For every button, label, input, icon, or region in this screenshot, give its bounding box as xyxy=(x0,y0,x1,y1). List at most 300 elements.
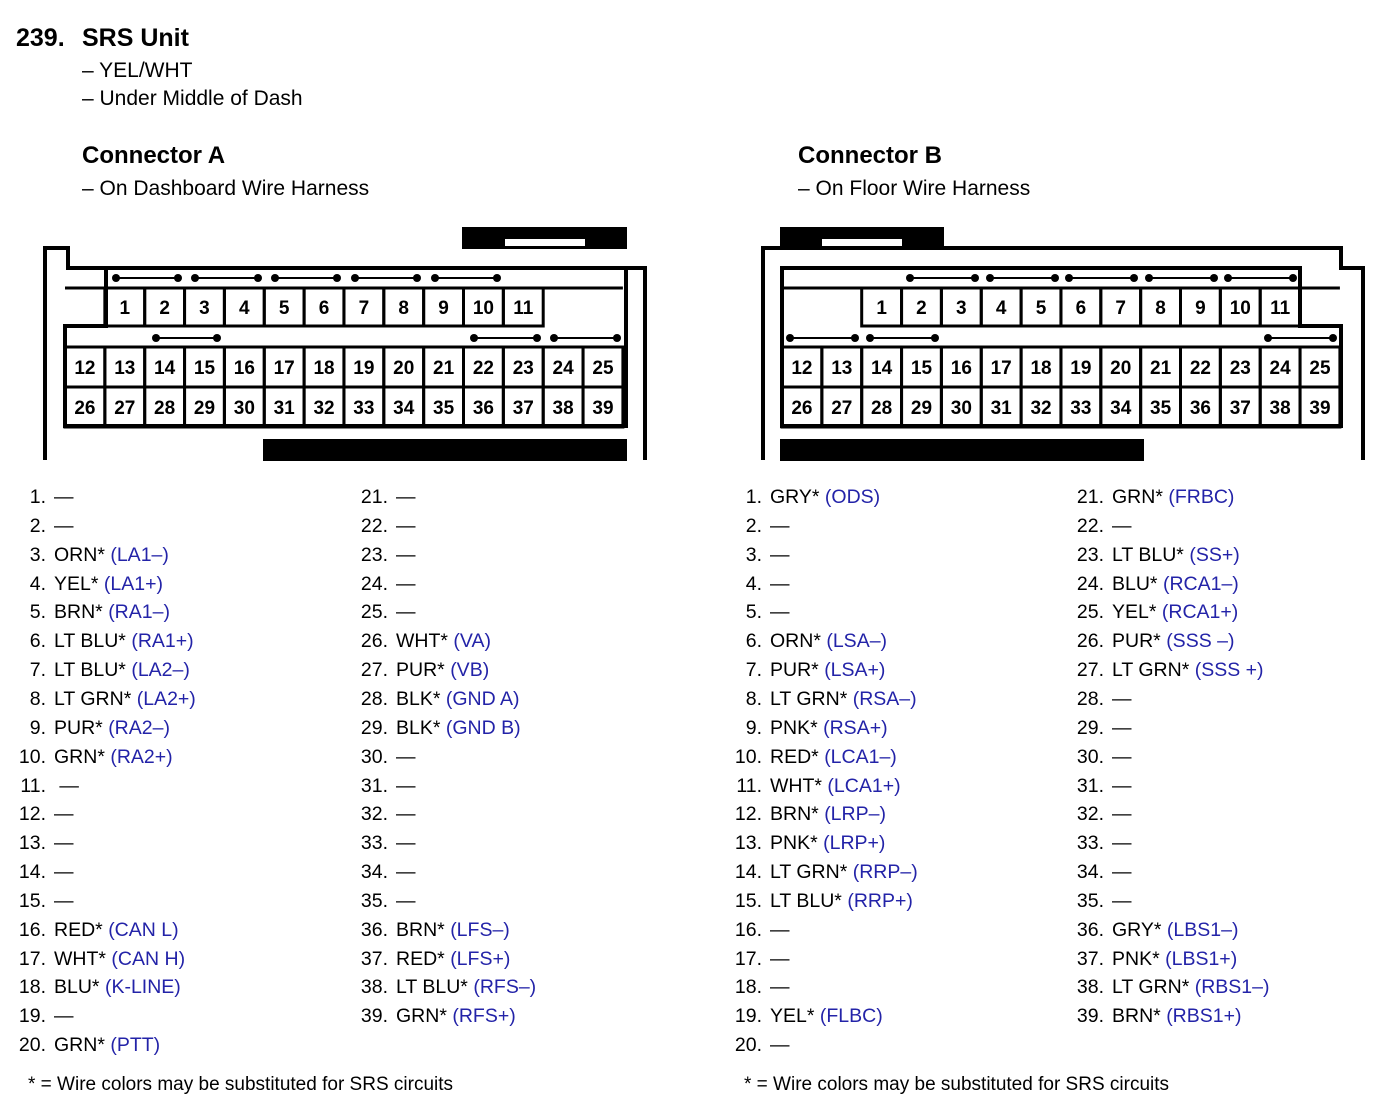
connector-a-pin-row xyxy=(350,916,510,944)
circuit-label: (LA2+) xyxy=(136,687,196,710)
pin-number: 15. xyxy=(18,889,46,912)
connector-a-pin-row xyxy=(350,570,416,598)
connector-a-pin-row xyxy=(350,800,416,828)
pin-number: 33. xyxy=(360,832,388,855)
pin-number: 25. xyxy=(1076,601,1104,624)
connector-b-cavity-15: 15 xyxy=(910,358,933,379)
connector-a-cavity-38: 38 xyxy=(552,398,574,419)
connector-a-pin-row xyxy=(8,743,173,771)
connector-b-cavity-29: 29 xyxy=(910,398,933,419)
pin-number: 19. xyxy=(18,1005,46,1028)
pin-number: 36. xyxy=(1076,918,1104,941)
circuit-label: (LCA1+) xyxy=(827,774,901,797)
pin-number: 31. xyxy=(1076,774,1104,797)
connector-a-cavity-21: 21 xyxy=(433,358,455,379)
pin-number: 11. xyxy=(736,774,762,797)
wire-color: LT GRN* xyxy=(770,687,848,710)
circuit-label: (RA2–) xyxy=(108,716,170,739)
wire-color: LT BLU* xyxy=(54,659,126,682)
connector-b-pin-row xyxy=(724,800,886,828)
connector-b-pin-row xyxy=(724,916,790,944)
connector-b-pin-row xyxy=(724,714,888,742)
connector-b-cavity-23: 23 xyxy=(1229,358,1251,379)
connector-a-cavity-23: 23 xyxy=(512,358,534,379)
pin-number: 12. xyxy=(734,803,762,826)
wire-color: — xyxy=(54,889,74,912)
connector-b-pin-row xyxy=(724,570,790,598)
wire-color: — xyxy=(396,543,416,566)
connector-a-diagram xyxy=(40,222,652,464)
connector-a-cavity-25: 25 xyxy=(592,358,614,379)
pin-number: 7. xyxy=(745,659,762,682)
wire-color: WHT* xyxy=(54,947,106,970)
pin-number: 6. xyxy=(745,630,762,653)
wire-color: — xyxy=(1112,514,1132,537)
pin-number: 38. xyxy=(360,976,388,999)
circuit-label: (RA1+) xyxy=(131,630,194,653)
connector-b-cavity-35: 35 xyxy=(1150,398,1172,419)
connector-b-pin-row xyxy=(1066,743,1132,771)
connector-a-pin-row xyxy=(350,483,416,511)
pin-number: 21. xyxy=(360,486,388,508)
wire-color: BRN* xyxy=(54,601,103,624)
connector-b-pin-row xyxy=(1066,973,1270,1001)
connector-b-pin-row xyxy=(1066,541,1240,569)
connector-a-cavity-4: 4 xyxy=(239,298,250,319)
connector-a-cavity-32: 32 xyxy=(313,398,335,419)
circuit-label: (LBS1–) xyxy=(1166,918,1239,941)
pin-number: 39. xyxy=(360,1005,388,1028)
circuit-label: (GND A) xyxy=(445,687,520,710)
pin-number: 9. xyxy=(29,716,46,739)
pin-number: 27. xyxy=(360,659,388,682)
connector-b-pin-row xyxy=(1066,1002,1242,1030)
pin-number: 4. xyxy=(745,572,762,595)
pin-number: 10. xyxy=(18,745,46,768)
connector-a-pin-row xyxy=(8,1031,160,1059)
connector-b-cavity-34: 34 xyxy=(1110,398,1132,419)
connector-a-pin-row xyxy=(350,598,416,626)
connector-a-pin-row xyxy=(350,685,520,713)
wire-color: BRN* xyxy=(770,803,819,826)
wire-color: — xyxy=(770,514,790,537)
connector-a-pin-row xyxy=(8,483,74,511)
wire-color: — xyxy=(770,1034,790,1057)
connector-b-cavity-28: 28 xyxy=(871,398,893,419)
connector-a-pin-row xyxy=(350,541,416,569)
connector-b-pin-row xyxy=(724,541,790,569)
connector-a-cavity-6: 6 xyxy=(318,298,330,319)
connector-b-pin-row xyxy=(724,656,885,684)
wire-color: — xyxy=(1112,889,1132,912)
connector-a-cavity-5: 5 xyxy=(278,298,290,319)
connector-b-pin-row xyxy=(724,598,790,626)
pin-number: 35. xyxy=(360,889,388,912)
connector-a-cavity-30: 30 xyxy=(233,398,255,419)
circuit-label: (SSS +) xyxy=(1194,659,1264,682)
pin-number: 1. xyxy=(29,486,46,508)
wire-color: — xyxy=(770,543,790,566)
pin-number: 34. xyxy=(1076,861,1104,884)
connector-b-pin-row xyxy=(724,945,790,973)
pin-number: 37. xyxy=(360,947,388,970)
connector-a-cavity-7: 7 xyxy=(358,298,370,319)
connector-b-cavity-27: 27 xyxy=(831,398,853,419)
wire-color: LT GRN* xyxy=(770,861,848,884)
wire-color: — xyxy=(54,861,74,884)
wire-color: — xyxy=(396,889,416,912)
connector-a-pin-row xyxy=(8,512,74,540)
wire-color: — xyxy=(770,918,790,941)
wire-color: BLU* xyxy=(54,976,100,999)
pin-number: 34. xyxy=(360,861,388,884)
connector-b-cavity-26: 26 xyxy=(791,398,813,419)
connector-a-pin-row xyxy=(8,541,169,569)
connector-b-cavity-7: 7 xyxy=(1115,298,1127,319)
connector-b-cavity-20: 20 xyxy=(1110,358,1132,379)
connector-a-cavity-20: 20 xyxy=(393,358,415,379)
connector-b-title: Connector B xyxy=(798,142,942,169)
connector-a-cavity-27: 27 xyxy=(114,398,136,419)
connector-a-pin-row xyxy=(350,858,416,886)
unit-color-line: – YEL/WHT xyxy=(82,59,193,82)
connector-b-cavity-16: 16 xyxy=(950,358,972,379)
circuit-label: (VB) xyxy=(450,659,490,682)
connector-b-cavity-14: 14 xyxy=(871,358,893,379)
pin-number: 14. xyxy=(734,861,762,884)
wire-color: YEL* xyxy=(770,1005,815,1028)
connector-a-pin-row xyxy=(8,685,196,713)
wire-color: YEL* xyxy=(54,572,99,595)
connector-b-pin-row xyxy=(1066,570,1239,598)
circuit-label: (LRP–) xyxy=(824,803,886,826)
wire-color: — xyxy=(396,803,416,826)
pin-number: 30. xyxy=(1076,745,1104,768)
pin-number: 28. xyxy=(360,687,388,710)
connector-a-pin-row xyxy=(350,627,491,655)
connector-b-pin-row xyxy=(1066,598,1238,626)
connector-b-pin-row xyxy=(1066,858,1132,886)
pin-number: 3. xyxy=(29,543,46,566)
circuit-label: (LCA1–) xyxy=(824,745,897,768)
connector-b-cavity-19: 19 xyxy=(1070,358,1092,379)
connector-b-pin-row xyxy=(1066,916,1238,944)
wire-color: — xyxy=(54,774,79,797)
circuit-label: (PTT) xyxy=(110,1034,161,1057)
connector-a-pin-row xyxy=(350,743,416,771)
connector-a-footnote: * = Wire colors may be substituted for SRS circuits xyxy=(28,1074,454,1095)
connector-b-cavity-6: 6 xyxy=(1075,298,1087,319)
pin-number: 17. xyxy=(18,947,46,970)
circuit-label: (RFS–) xyxy=(473,976,537,999)
connector-a-cavity-37: 37 xyxy=(512,398,534,419)
wire-color: GRY* xyxy=(770,486,820,508)
circuit-label: (LFS–) xyxy=(450,918,510,941)
connector-a-pin-row xyxy=(350,887,416,915)
pin-number: 22. xyxy=(360,514,388,537)
wire-color: — xyxy=(770,976,790,999)
connector-a-pin-row xyxy=(8,916,179,944)
pin-number: 2. xyxy=(745,514,762,537)
connector-b-pin-row xyxy=(1066,714,1132,742)
pin-number: 16. xyxy=(18,918,46,941)
pin-number: 20. xyxy=(18,1034,46,1057)
wire-color: PUR* xyxy=(396,659,445,682)
connector-b-cavity-18: 18 xyxy=(1030,358,1052,379)
circuit-label: (LBS1+) xyxy=(1165,947,1238,970)
connector-b-footnote: * = Wire colors may be substituted for SRS circuits xyxy=(744,1074,1170,1095)
connector-b-cavity-3: 3 xyxy=(956,298,967,319)
connector-b-pin-row xyxy=(724,829,885,857)
connector-a-pin-row xyxy=(8,714,170,742)
connector-a-cavity-11: 11 xyxy=(513,298,534,319)
connector-b-subtitle: – On Floor Wire Harness xyxy=(798,177,1031,200)
pin-number: 37. xyxy=(1076,947,1104,970)
pin-number: 24. xyxy=(360,572,388,595)
wire-color: — xyxy=(54,803,74,826)
connector-b-pin-row xyxy=(724,1031,790,1059)
connector-b-cavity-21: 21 xyxy=(1150,358,1172,379)
pin-number: 36. xyxy=(360,918,388,941)
circuit-label: (RCA1+) xyxy=(1161,601,1239,624)
circuit-label: (ODS) xyxy=(824,486,881,508)
pin-number: 2. xyxy=(29,514,46,537)
wire-color: RED* xyxy=(770,745,819,768)
connector-a-cavity-9: 9 xyxy=(438,298,449,319)
wire-color: — xyxy=(1112,745,1132,768)
connector-a-cavity-34: 34 xyxy=(393,398,415,419)
connector-a-pin-row xyxy=(8,973,181,1001)
connector-b-pin-row xyxy=(1066,772,1132,800)
connector-a-cavity-29: 29 xyxy=(193,398,216,419)
pin-number: 28. xyxy=(1076,687,1104,710)
connector-a-pin-row xyxy=(8,598,170,626)
pin-number: 29. xyxy=(1076,716,1104,739)
connector-a-cavity-10: 10 xyxy=(472,298,494,319)
circuit-label: (LA2–) xyxy=(131,659,190,682)
connector-b-diagram xyxy=(758,222,1370,464)
circuit-label: (RRP+) xyxy=(847,889,913,912)
pin-number: 13. xyxy=(18,832,46,855)
connector-b-pin-row xyxy=(724,483,880,511)
connector-b-pin-row xyxy=(1066,483,1234,511)
circuit-label: (RFS+) xyxy=(452,1005,516,1028)
connector-a-pin-row xyxy=(8,627,194,655)
wire-color: LT BLU* xyxy=(396,976,468,999)
pin-number: 22. xyxy=(1076,514,1104,537)
connector-a-cavity-18: 18 xyxy=(313,358,335,379)
connector-a-pin-row xyxy=(350,512,416,540)
pin-number: 11. xyxy=(20,774,46,797)
pin-number: 16. xyxy=(734,918,762,941)
wire-color: — xyxy=(396,832,416,855)
pin-number: 32. xyxy=(1076,803,1104,826)
connector-a-pin-row xyxy=(8,570,163,598)
pin-number: 18. xyxy=(734,976,762,999)
connector-b-cavity-4: 4 xyxy=(995,298,1007,319)
connector-a-pin-row xyxy=(8,887,74,915)
connector-a-cavity-16: 16 xyxy=(233,358,255,379)
pin-number: 10. xyxy=(734,745,762,768)
wire-color: GRN* xyxy=(54,1034,105,1057)
pin-number: 26. xyxy=(360,630,388,653)
wire-color: ORN* xyxy=(770,630,821,653)
wire-color: — xyxy=(396,774,416,797)
pin-number: 5. xyxy=(29,601,46,624)
pin-number: 30. xyxy=(360,745,388,768)
connector-a-cavity-13: 13 xyxy=(114,358,136,379)
connector-b-pin-row xyxy=(724,743,897,771)
wire-color: WHT* xyxy=(396,630,448,653)
connector-b-cavity-9: 9 xyxy=(1195,298,1206,319)
connector-a-pin-row xyxy=(350,656,489,684)
wire-color: LT BLU* xyxy=(54,630,126,653)
connector-b-cavity-17: 17 xyxy=(990,358,1012,379)
wire-color: — xyxy=(1112,774,1132,797)
wire-color: YEL* xyxy=(1112,601,1157,624)
connector-a-cavity-3: 3 xyxy=(199,298,210,319)
connector-b-cavity-10: 10 xyxy=(1229,298,1251,319)
connector-b-pin-row xyxy=(1066,656,1264,684)
pin-number: 15. xyxy=(734,889,762,912)
connector-a-cavity-2: 2 xyxy=(159,298,170,319)
wire-color: BRN* xyxy=(1112,1005,1161,1028)
connector-a-pin-row xyxy=(8,772,79,800)
wire-color: — xyxy=(1112,716,1132,739)
wire-color: — xyxy=(396,601,416,624)
connector-b-cavity-24: 24 xyxy=(1269,358,1291,379)
pin-number: 13. xyxy=(734,832,762,855)
connector-a-pin-row xyxy=(8,829,74,857)
pin-number: 5. xyxy=(745,601,762,624)
pin-number: 7. xyxy=(29,659,46,682)
circuit-label: (CAN H) xyxy=(111,947,186,970)
pin-number: 29. xyxy=(360,716,388,739)
pin-number: 23. xyxy=(360,543,388,566)
pin-number: 24. xyxy=(1076,572,1104,595)
wire-color: — xyxy=(770,947,790,970)
connector-a-cavity-39: 39 xyxy=(592,398,614,419)
connector-b-pin-list xyxy=(716,483,1374,1063)
connector-a-pin-row xyxy=(350,829,416,857)
connector-b-cavity-32: 32 xyxy=(1030,398,1052,419)
connector-a-pin-list xyxy=(0,483,700,1063)
circuit-label: (SS+) xyxy=(1189,543,1240,566)
connector-b-pin-row xyxy=(1066,627,1234,655)
pin-number: 14. xyxy=(18,861,46,884)
connector-b-pin-row xyxy=(1066,512,1132,540)
pin-number: 17. xyxy=(734,947,762,970)
wire-color: — xyxy=(54,1005,74,1028)
circuit-label: (FRBC) xyxy=(1168,486,1235,508)
circuit-label: (LA1+) xyxy=(103,572,163,595)
wire-color: BLK* xyxy=(396,687,441,710)
connector-b-pin-row xyxy=(724,512,790,540)
connector-a-cavity-19: 19 xyxy=(353,358,375,379)
connector-a-cavity-12: 12 xyxy=(74,358,96,379)
wire-color: PUR* xyxy=(54,716,103,739)
connector-b-pin-row xyxy=(724,887,913,915)
connector-b-pin-row xyxy=(1066,887,1132,915)
wire-color: PUR* xyxy=(770,659,819,682)
pin-number: 4. xyxy=(29,572,46,595)
pin-number: 20. xyxy=(734,1034,762,1057)
circuit-label: (RSA–) xyxy=(852,687,917,710)
connector-b-cavity-31: 31 xyxy=(990,398,1012,419)
connector-b-cavity-39: 39 xyxy=(1309,398,1331,419)
pin-number: 39. xyxy=(1076,1005,1104,1028)
connector-a-cavity-26: 26 xyxy=(74,398,96,419)
pin-number: 3. xyxy=(745,543,762,566)
pin-number: 26. xyxy=(1076,630,1104,653)
pin-number: 31. xyxy=(360,774,388,797)
pin-number: 25. xyxy=(360,601,388,624)
connector-b-pin-row xyxy=(1066,945,1237,973)
wire-color: ORN* xyxy=(54,543,105,566)
wire-color: PNK* xyxy=(770,716,818,739)
connector-a-cavity-28: 28 xyxy=(154,398,176,419)
wire-color: WHT* xyxy=(770,774,822,797)
unit-location-line: – Under Middle of Dash xyxy=(82,87,303,110)
connector-b-cavity-11: 11 xyxy=(1270,298,1291,319)
wire-color: — xyxy=(1112,832,1132,855)
circuit-label: (LRP+) xyxy=(823,832,886,855)
connector-a-cavity-15: 15 xyxy=(193,358,216,379)
circuit-label: (GND B) xyxy=(445,716,521,739)
wire-color: — xyxy=(770,601,790,624)
circuit-label: (CAN L) xyxy=(108,918,179,941)
connector-b-cavity-1: 1 xyxy=(876,298,887,319)
wire-color: — xyxy=(54,486,74,508)
circuit-label: (FLBC) xyxy=(819,1005,883,1028)
wire-color: BLK* xyxy=(396,716,441,739)
connector-a-pin-row xyxy=(350,973,536,1001)
pin-number: 21. xyxy=(1076,486,1104,508)
connector-a-cavity-35: 35 xyxy=(433,398,455,419)
pin-number: 9. xyxy=(745,716,762,739)
connector-b-pin-row xyxy=(724,685,917,713)
circuit-label: (RCA1–) xyxy=(1162,572,1239,595)
wire-color: BRN* xyxy=(396,918,445,941)
wire-color: GRN* xyxy=(1112,486,1163,508)
connector-a-pin-row xyxy=(8,656,190,684)
wire-color: — xyxy=(1112,803,1132,826)
connector-a-pin-row xyxy=(350,772,416,800)
pin-number: 23. xyxy=(1076,543,1104,566)
connector-a-cavity-22: 22 xyxy=(472,358,494,379)
wire-color: PUR* xyxy=(1112,630,1161,653)
circuit-label: (RBS1+) xyxy=(1166,1005,1242,1028)
connector-b-pin-row xyxy=(724,627,887,655)
section-number: 239. xyxy=(16,24,65,52)
connector-a-cavity-24: 24 xyxy=(552,358,574,379)
pin-number: 12. xyxy=(18,803,46,826)
pin-number: 33. xyxy=(1076,832,1104,855)
connector-b-cavity-30: 30 xyxy=(950,398,972,419)
connector-a-pin-row xyxy=(350,714,521,742)
wire-color: — xyxy=(54,832,74,855)
wire-color: — xyxy=(54,514,74,537)
connector-a-cavity-17: 17 xyxy=(273,358,295,379)
wire-color: LT BLU* xyxy=(1112,543,1184,566)
circuit-label: (LSA+) xyxy=(824,659,886,682)
connector-a-pin-row xyxy=(8,800,74,828)
wire-color: — xyxy=(396,486,416,508)
connector-a-title: Connector A xyxy=(82,142,226,169)
circuit-label: (LA1–) xyxy=(110,543,169,566)
wire-color: PNK* xyxy=(770,832,818,855)
section-title: SRS Unit xyxy=(82,24,189,52)
